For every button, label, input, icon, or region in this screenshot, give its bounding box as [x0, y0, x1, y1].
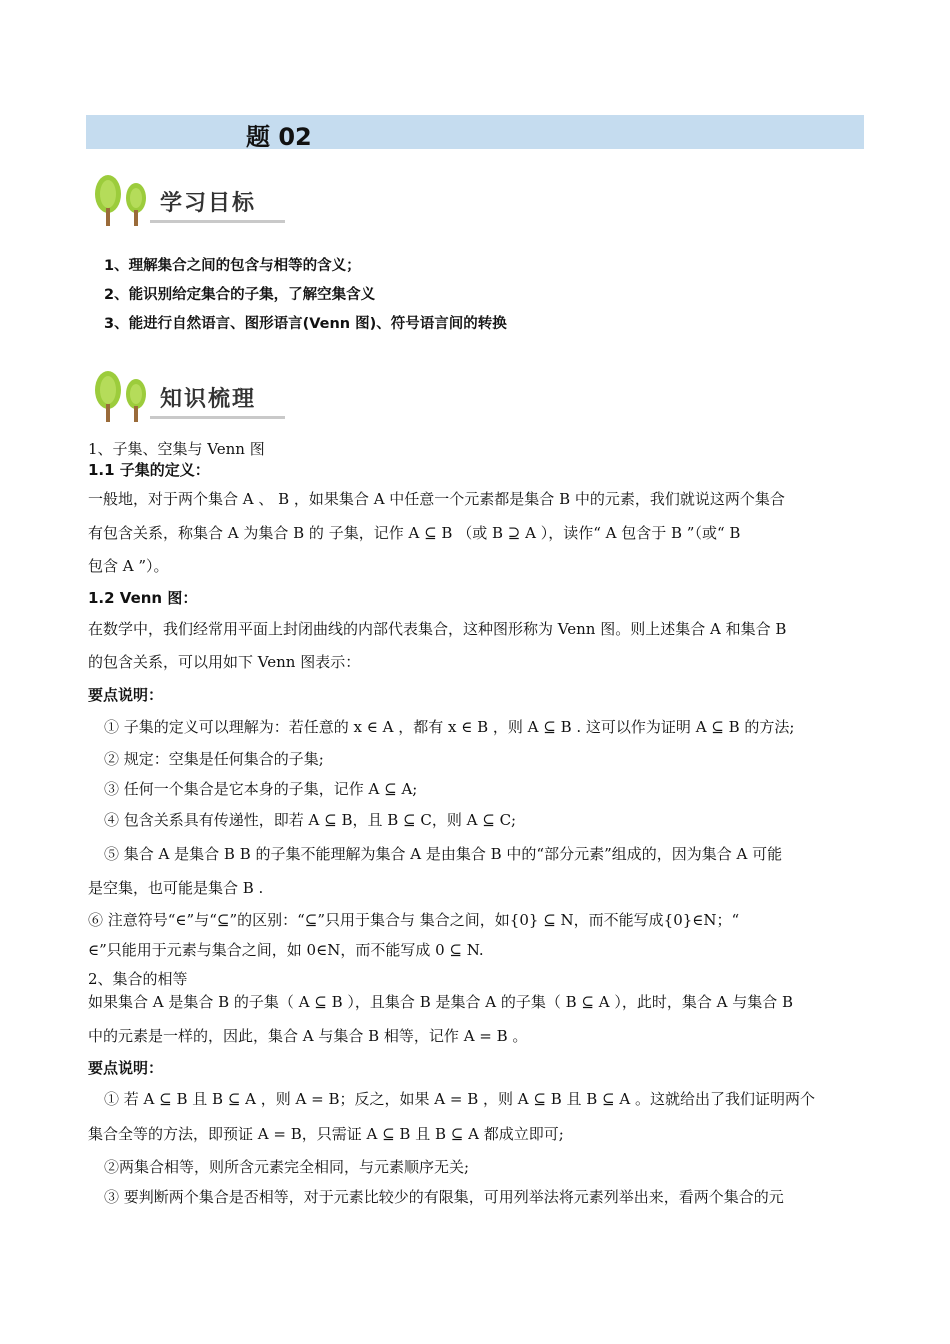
list-item: ②两集合相等，则所含元素完全相同，与元素顺序无关; — [104, 1158, 470, 1176]
paragraph-line: 是空集，也可能是集合 B . — [88, 879, 264, 897]
paragraph-line: 的包含关系，可以用如下 Venn 图表示： — [88, 653, 361, 671]
list-item: ② 规定：空集是任何集合的子集; — [104, 750, 324, 768]
goal-item: 3、能进行自然语言、图形语言(Venn 图)、符号语言间的转换 — [104, 316, 507, 332]
list-item: ③ 要判断两个集合是否相等，对于元素比较少的有限集，可用列举法将元素列举出来，看两个集合的元 — [104, 1188, 784, 1206]
subsection-title: 2、集合的相等 — [88, 970, 188, 988]
list-item: ⑤ 集合 A 是集合 B B 的子集不能理解为集合 A 是由集合 B 中的“部分元素”组成的，因为集合 A 可能 — [104, 845, 783, 863]
tree-icon — [90, 172, 154, 232]
divider — [150, 220, 285, 223]
section-heading-knowledge — [90, 368, 290, 428]
section-heading-label: 学习目标 — [160, 191, 257, 216]
goal-item: 1、理解集合之间的包含与相等的含义； — [104, 258, 361, 274]
goal-item: 2、能识别给定集合的子集，了解空集含义 — [104, 287, 376, 303]
title-bar — [86, 115, 864, 149]
paragraph-line: 有包含关系，称集合 A 为集合 B 的 子集，记作 A ⊆ B （或 B ⊇ A ），读作“ A 包含于 B ”（或“ B — [88, 524, 741, 542]
list-item: ③ 任何一个集合是它本身的子集，记作 A ⊆ A; — [104, 780, 418, 798]
paragraph-line: 在数学中，我们经常用平面上封闭曲线的内部代表集合，这种图形称为 Venn 图。则上述集合 A 和集合 B — [88, 620, 787, 638]
list-item: ① 若 A ⊆ B 且 B ⊆ A ，则 A = B；反之，如果 A = B ，则 A ⊆ B 且 B ⊆ A 。这就给出了我们证明两个 — [104, 1090, 815, 1108]
subsection-title: 1.2 Venn 图： — [88, 589, 198, 607]
section-heading-label: 知识梳理 — [160, 387, 257, 412]
subsection-title: 1、子集、空集与 Venn 图 — [88, 440, 265, 458]
key-points-heading: 要点说明： — [88, 686, 164, 704]
key-points-heading: 要点说明： — [88, 1059, 164, 1077]
paragraph-line: 一般地，对于两个集合 A 、 B ，如果集合 A 中任意一个元素都是集合 B 中的元素，我们就说这两个集合 — [88, 490, 785, 508]
paragraph-line: ∈”只能用于元素与集合之间，如 0∈N，而不能写成 0 ⊆ N. — [88, 941, 484, 959]
paragraph-line: 如果集合 A 是集合 B 的子集（ A ⊆ B ），且集合 B 是集合 A 的子集（ B ⊆ A ），此时，集合 A 与集合 B — [88, 993, 794, 1011]
list-item: ⑥ 注意符号“∈”与“⊆”的区别：“⊆”只用于集合与 集合之间，如{0} ⊆ N，而不能写成{0}∈N；“ — [88, 911, 740, 929]
divider — [150, 416, 285, 419]
paragraph-line: 中的元素是一样的，因此，集合 A 与集合 B 相等，记作 A = B 。 — [88, 1027, 528, 1045]
list-item: ① 子集的定义可以理解为：若任意的 x ∈ A ，都有 x ∈ B ，则 A ⊆ B . 这可以作为证明 A ⊆ B 的方法; — [104, 718, 795, 736]
tree-icon — [90, 368, 154, 428]
list-item: ④ 包含关系具有传递性，即若 A ⊆ B，且 B ⊆ C，则 A ⊆ C; — [104, 811, 517, 829]
paragraph-line: 包含 A ”）。 — [88, 557, 169, 575]
subsection-title: 1.1 子集的定义： — [88, 461, 210, 479]
section-heading-goals — [90, 172, 290, 232]
paragraph-line: 集合全等的方法，即预证 A = B，只需证 A ⊆ B 且 B ⊆ A 都成立即可; — [88, 1125, 564, 1143]
page-title: 题 02 — [246, 123, 312, 151]
